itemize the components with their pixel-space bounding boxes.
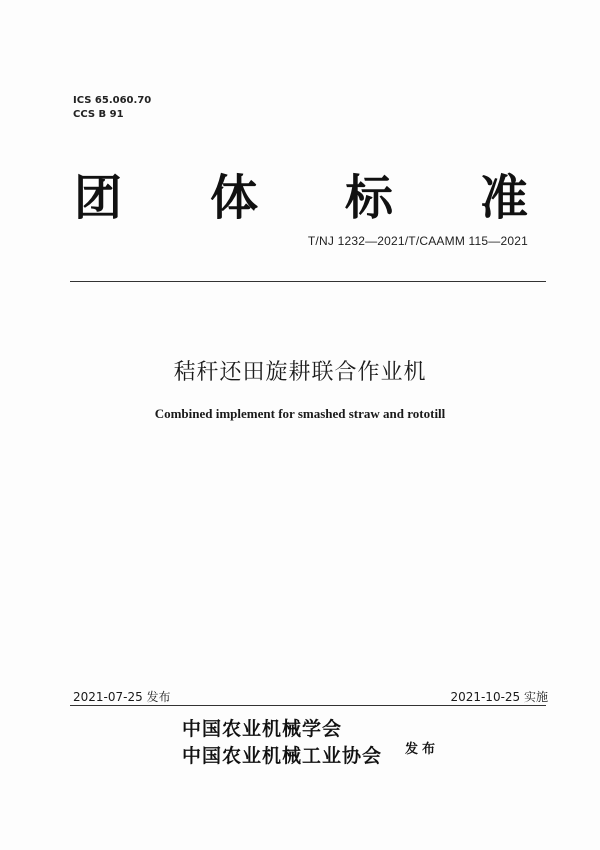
standard-type-char: 团: [74, 170, 123, 226]
ics-code: ICS 65.060.70: [73, 95, 152, 106]
standard-type-char: 体: [210, 170, 259, 226]
standard-type-char: 标: [345, 170, 394, 226]
document-title-english: Combined implement for smashed straw and rototill: [154, 406, 446, 421]
ccs-code: CCS B 91: [73, 109, 124, 120]
publisher-name: 中国农业机械学会: [182, 718, 343, 740]
publisher-name: 中国农业机械工业协会: [182, 745, 383, 767]
standard-number: T/NJ 1232—2021/T/CAAMM 115—2021: [307, 234, 528, 248]
standard-type-heading: [70, 168, 545, 228]
issue-date: 2021-07-25 发布: [73, 690, 171, 704]
document-title-chinese: 秸秆还田旋耕联合作业机: [173, 360, 427, 385]
standard-type-char: 准: [480, 170, 529, 226]
implementation-date: 2021-10-25 实施: [450, 690, 548, 704]
classification-codes: [73, 94, 151, 122]
publisher-list: [182, 716, 382, 770]
header-divider: [70, 281, 546, 282]
publish-label: 发布: [405, 742, 440, 757]
footer-divider: [70, 705, 546, 706]
